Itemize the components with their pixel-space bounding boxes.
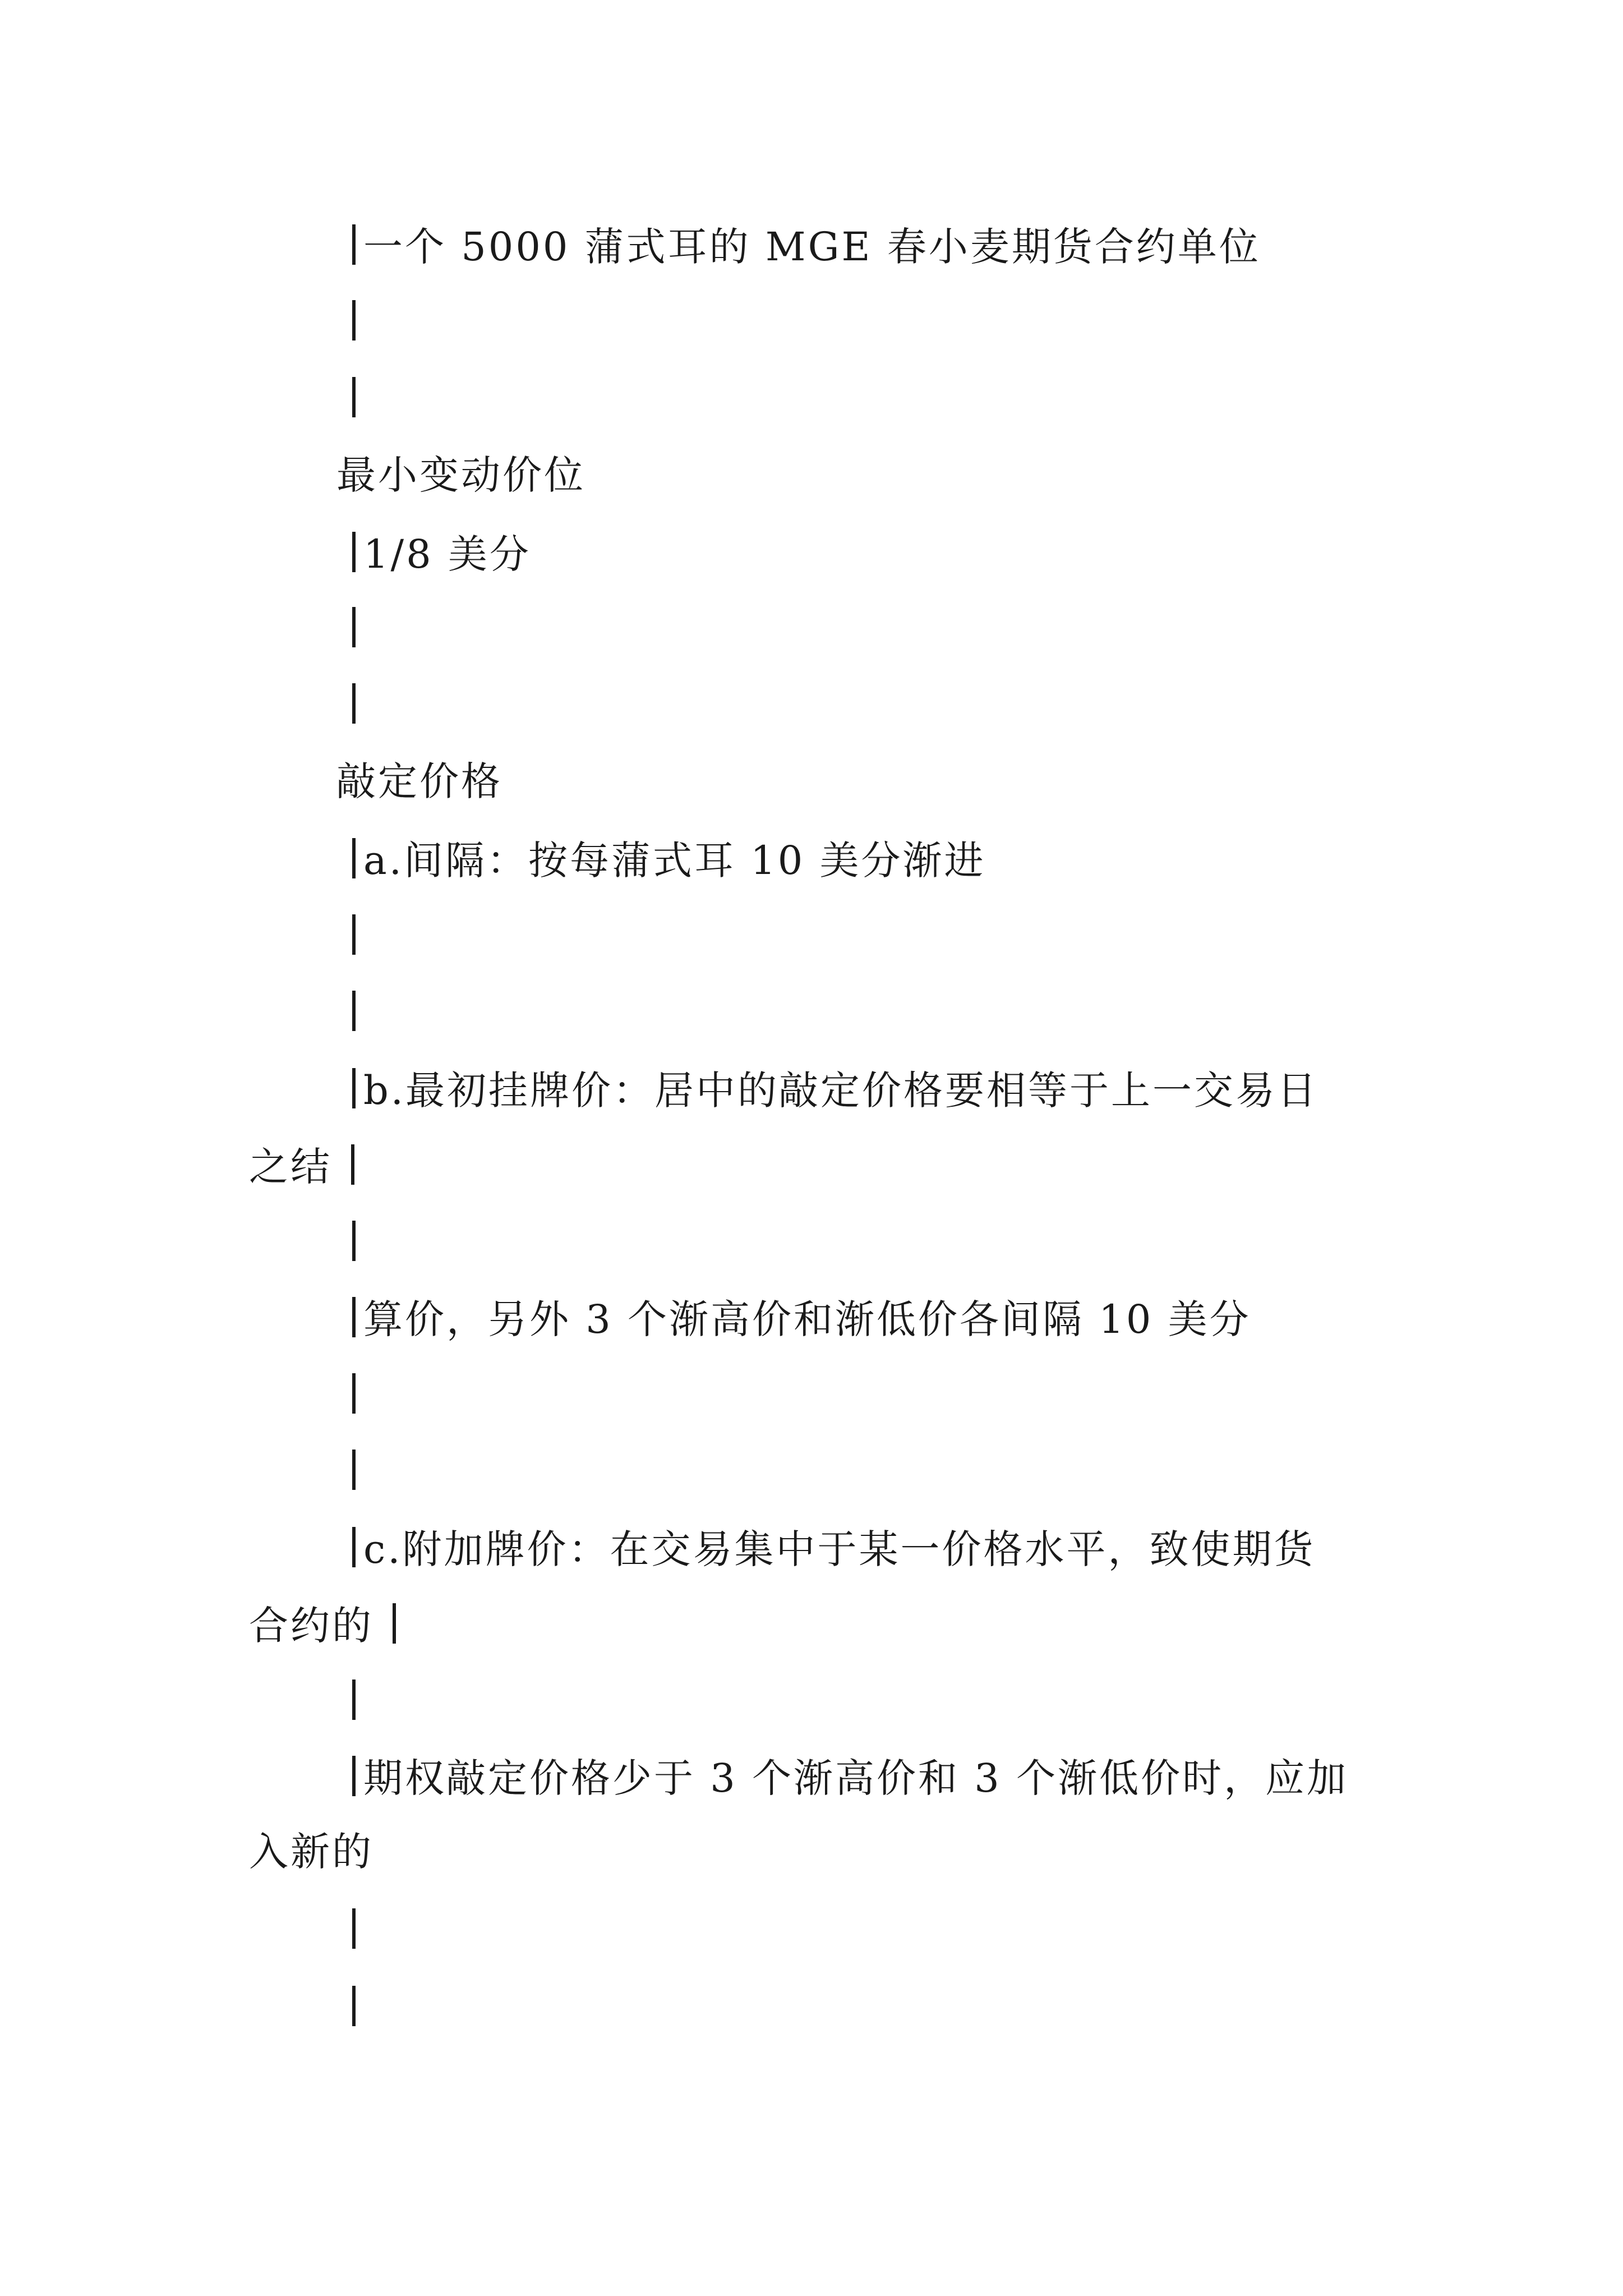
table-border-bar <box>352 1297 356 1337</box>
section-heading <box>336 452 585 498</box>
table-border-bar <box>352 991 356 1031</box>
table-border-bar <box>352 683 356 724</box>
line-text: 最小变动价位 <box>336 452 585 498</box>
text-line <box>352 1755 1349 1801</box>
text-line <box>249 1829 374 1875</box>
text-line <box>352 224 1261 270</box>
table-border-bar <box>351 1144 354 1185</box>
line-text: 一个 5000 蒲式耳的 MGE 春小麦期货合约单位 <box>363 224 1261 270</box>
line-text: 入新的 <box>249 1829 374 1875</box>
table-border-bar <box>352 1756 356 1796</box>
table-border-bar <box>352 224 356 265</box>
table-border-bar <box>352 1527 356 1567</box>
text-line <box>352 1296 1251 1342</box>
section-heading <box>336 758 502 804</box>
line-text: 期权敲定价格少于 3 个渐高价和 3 个渐低价时，应加 <box>363 1755 1349 1801</box>
line-text: 合约的 <box>249 1603 374 1649</box>
line-text: 1/8 美分 <box>363 531 531 577</box>
table-border-bar <box>352 377 356 417</box>
table-border-bar <box>352 914 356 955</box>
text-line <box>249 1603 396 1649</box>
text-line <box>249 1144 354 1190</box>
line-text: 算价，另外 3 个渐高价和渐低价各间隔 10 美分 <box>363 1296 1251 1342</box>
line-text: 之结 <box>249 1144 332 1190</box>
table-border-bar <box>352 1986 356 2026</box>
table-border-bar <box>352 838 356 878</box>
table-border-bar <box>352 1068 356 1108</box>
line-text: a.间隔：按每蒲式耳 10 美分渐进 <box>363 838 986 884</box>
line-text: c.附加牌价：在交易集中于某一价格水平，致使期货 <box>363 1526 1316 1572</box>
table-border-bar <box>352 1680 356 1720</box>
table-border-bar <box>393 1603 396 1644</box>
table-border-bar <box>352 1373 356 1414</box>
text-line <box>352 838 986 884</box>
table-border-bar <box>352 1221 356 1261</box>
table-border-bar <box>352 607 356 647</box>
text-line <box>352 1068 1319 1114</box>
line-text: b.最初挂牌价：居中的敲定价格要相等于上一交易日 <box>363 1068 1319 1114</box>
table-border-bar <box>352 1908 356 1949</box>
text-line <box>352 531 531 577</box>
table-border-bar <box>352 532 356 572</box>
table-border-bar <box>352 1450 356 1490</box>
line-text: 敲定价格 <box>336 758 502 804</box>
text-line <box>352 1526 1316 1572</box>
table-border-bar <box>352 300 356 341</box>
